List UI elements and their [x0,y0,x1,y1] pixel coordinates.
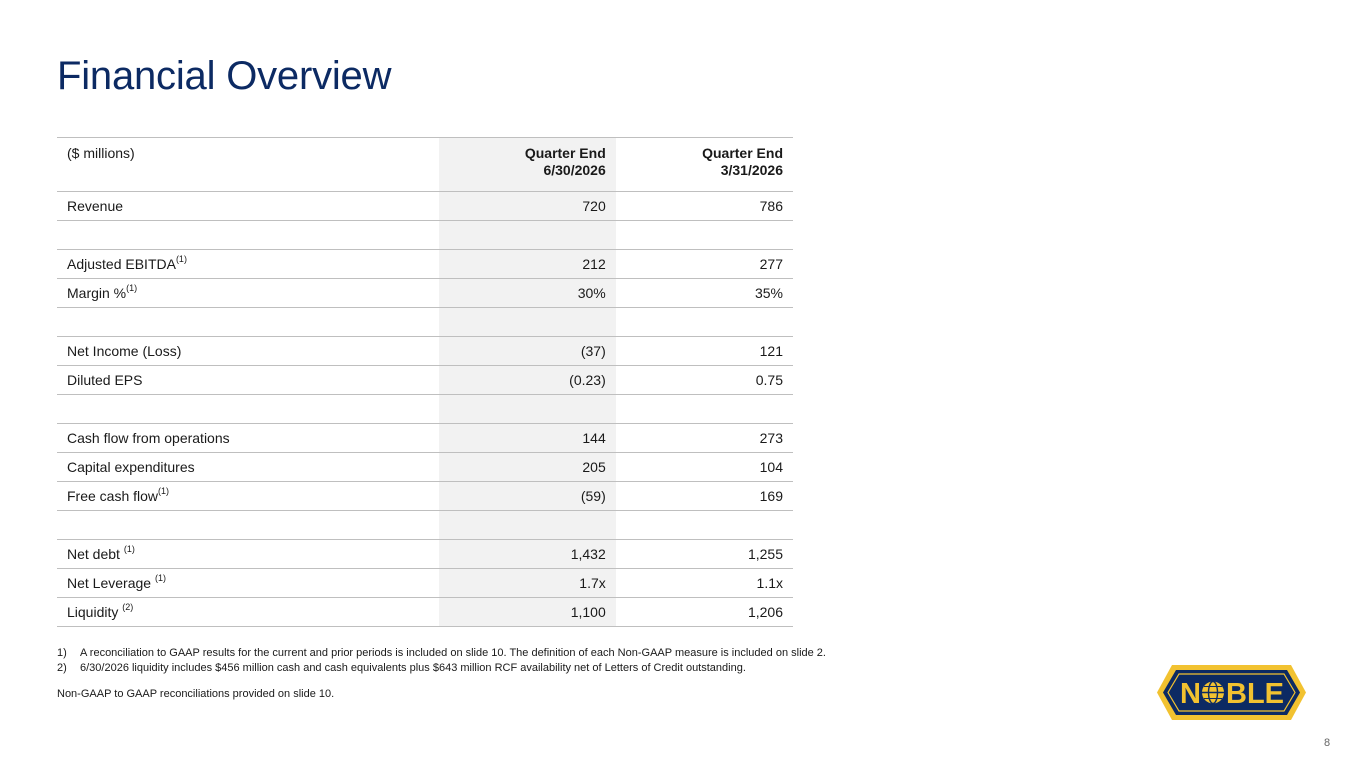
value-q1 [616,511,793,540]
row-label: Revenue [57,192,439,221]
value-q1: 277 [616,250,793,279]
table-row [57,279,793,308]
value-q2: 1,432 [439,540,616,569]
value-q2: 212 [439,250,616,279]
row-label: Net Income (Loss) [57,337,439,366]
row-label [57,308,439,337]
spacer-row [57,511,793,540]
table-row [57,569,793,598]
non-gaap-note: Non-GAAP to GAAP reconciliations provided on slide 10. [57,688,335,700]
value-q2 [439,395,616,424]
value-q2: 1,100 [439,598,616,627]
value-q2 [439,308,616,337]
row-label: Free cash flow$^{(1)}$ [57,482,439,511]
page-title: Financial Overview [57,54,392,98]
table-row [57,453,793,482]
value-q2: 720 [439,192,616,221]
table-row [57,598,793,627]
footnote-1: 1) A reconciliation to GAAP results for the current and prior periods is included on slide 10. The definition of each Non-GAAP measure is included on slide 2. [57,647,826,659]
value-q2 [439,511,616,540]
value-q1: 169 [616,482,793,511]
value-q2: 30% [439,279,616,308]
value-q1 [616,221,793,250]
value-q2: (0.23) [439,366,616,395]
row-label: Net debt $^{(1)}$ [57,540,439,569]
row-label: Adjusted EBITDA$^{(1)}$ [57,250,439,279]
value-q1: 121 [616,337,793,366]
table-row [57,366,793,395]
value-q1: 1.1x [616,569,793,598]
table-row [57,482,793,511]
logo-text-n: N [1180,678,1201,710]
row-label: Cash flow from operations [57,424,439,453]
units-label: ($ millions) [57,138,439,192]
row-label: Margin %$^{(1)}$ [57,279,439,308]
footnote-ref: (1) [126,283,138,293]
table-row [57,424,793,453]
value-q2: 205 [439,453,616,482]
footnote-2: 2) 6/30/2026 liquidity includes $456 million cash and cash equivalents plus $643 million RCF availability net of Letters of Credit outstanding. [57,662,746,674]
value-q2: 1.7x [439,569,616,598]
value-q1 [616,395,793,424]
footnotes [57,646,826,676]
value-q1: 1,206 [616,598,793,627]
footnote-ref: (1) [158,486,170,496]
value-q2: (59) [439,482,616,511]
footnote-ref: (1) [154,573,166,583]
logo-text-ble: BLE [1226,678,1284,710]
footnote-ref: (1) [175,254,187,264]
row-label [57,395,439,424]
row-label: Capital expenditures [57,453,439,482]
value-q2: 144 [439,424,616,453]
table-row [57,250,793,279]
noble-logo [1154,655,1309,730]
spacer-row [57,308,793,337]
row-label: Net Leverage $^{(1)}$ [57,569,439,598]
page-number: 8 [1324,737,1331,749]
table-header-row [57,138,793,192]
footnote-ref: (2) [122,602,134,612]
value-q1: 273 [616,424,793,453]
financial-table [57,137,793,627]
value-q1: 786 [616,192,793,221]
row-label [57,221,439,250]
value-q1: 1,255 [616,540,793,569]
value-q1 [616,308,793,337]
value-q2 [439,221,616,250]
column-header-q2: Quarter End 6/30/2026 [439,138,616,192]
table-row [57,337,793,366]
globe-icon [1202,682,1224,704]
table-row [57,540,793,569]
spacer-row [57,221,793,250]
value-q1: 104 [616,453,793,482]
column-header-q1: Quarter End 3/31/2026 [616,138,793,192]
spacer-row [57,395,793,424]
row-label: Diluted EPS [57,366,439,395]
value-q2: (37) [439,337,616,366]
footnote-ref: (1) [123,544,135,554]
table-row [57,192,793,221]
value-q1: 35% [616,279,793,308]
value-q1: 0.75 [616,366,793,395]
row-label [57,511,439,540]
row-label: Liquidity $^{(2)}$ [57,598,439,627]
